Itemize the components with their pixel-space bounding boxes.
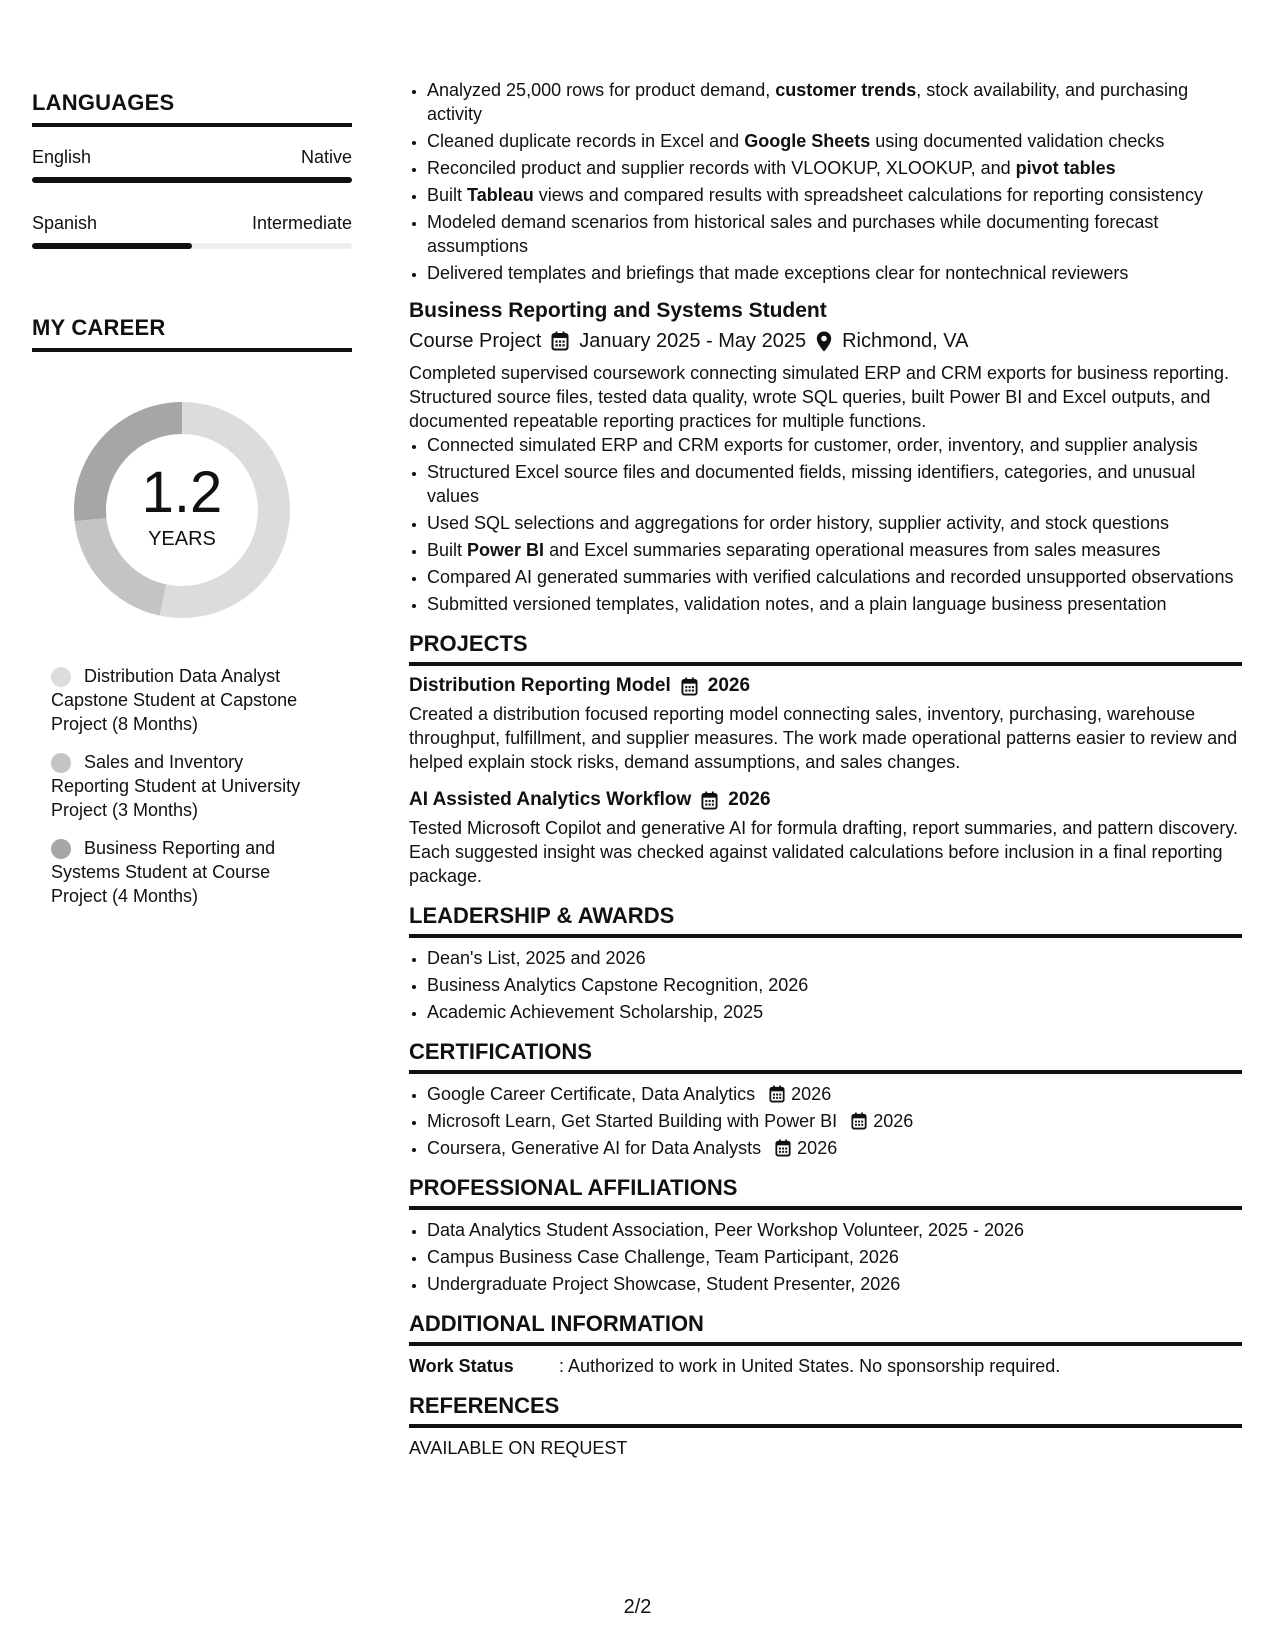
career-total (62, 390, 302, 630)
additional-info-heading: ADDITIONAL INFORMATION (409, 1312, 1242, 1346)
language-name: Spanish (32, 213, 98, 233)
language-item (32, 147, 352, 183)
bullet-text: Reconciled product and supplier records with VLOOKUP, XLOOKUP, and (427, 158, 1016, 178)
bullet-text: Used SQL selections and aggregations for order history, supplier activity, and stock questions (427, 513, 1170, 533)
certifications-heading: CERTIFICATIONS (409, 1040, 1242, 1074)
bullet-text: views and compared results with spreadsheet calculations for reporting consistency (533, 185, 1204, 205)
career-donut-chart (62, 390, 302, 630)
project-name: Distribution Reporting Model (409, 675, 671, 696)
certification-year: 2026 (791, 1084, 832, 1104)
job-title: Business Reporting and Systems Student (409, 299, 827, 322)
career-role-label: Business Reporting and Systems Student at Course Project (4 Months) (51, 838, 276, 906)
awards-list (409, 946, 1242, 1024)
bullet-bold-text: Google Sheets (744, 131, 871, 151)
certification-name: • Coursera, Generative AI for Data Analysts (427, 1138, 762, 1158)
job-dates: January 2025 - May 2025 (579, 330, 807, 352)
bullet-item (427, 156, 1242, 180)
bullet-item (427, 210, 1242, 258)
references-text: AVAILABLE ON REQUEST (409, 1438, 628, 1458)
calendar-icon (851, 1112, 867, 1130)
career-total-unit: YEARS (148, 527, 216, 550)
career-legend-item (51, 664, 321, 736)
calendar-icon (681, 677, 698, 696)
career-role-label: Sales and Inventory Reporting Student at University Project (3 Months) (51, 752, 301, 820)
affiliation-item: • Campus Business Case Challenge, Team Participant, 2026 (427, 1245, 1242, 1269)
project-name: AI Assisted Analytics Workflow (409, 789, 692, 810)
certification-item (427, 1082, 1242, 1106)
job-bullets (409, 433, 1242, 616)
bullet-text: Built (427, 185, 468, 205)
work-status-value: : Authorized to work in United States. No sponsorship required. (559, 1356, 1061, 1376)
project-item (409, 788, 1242, 888)
bullet-text: , stock availability, and purchasing activity (427, 80, 1189, 124)
career-heading: MY CAREER (32, 315, 352, 352)
bullet-bold-text: pivot tables (1015, 158, 1116, 178)
bullet-bold-text: Power BI (467, 540, 545, 560)
previous-job-bullets (409, 78, 1242, 285)
language-proficiency-bar (32, 177, 352, 183)
certifications-list (409, 1082, 1242, 1160)
calendar-icon (775, 1139, 791, 1157)
bullet-text: using documented validation checks (870, 131, 1165, 151)
languages-heading: LANGUAGES (32, 90, 352, 127)
legend-dot (51, 753, 71, 773)
map-pin-icon (816, 331, 832, 352)
certification-item (427, 1109, 1242, 1133)
job-meta (409, 329, 1242, 353)
certification-item (427, 1136, 1242, 1160)
affiliation-item: • Undergraduate Project Showcase, Student Presenter, 2026 (427, 1272, 1242, 1296)
job-location: Richmond, VA (842, 330, 969, 352)
awards-heading: LEADERSHIP & AWARDS (409, 904, 1242, 938)
bullet-item (427, 460, 1242, 508)
legend-dot (51, 839, 71, 859)
bullet-item (427, 592, 1242, 616)
right-column (409, 78, 1242, 1460)
award-item: • Dean's List, 2025 and 2026 (427, 946, 1242, 970)
affiliations-list (409, 1218, 1242, 1296)
language-proficiency-fill (32, 177, 352, 183)
bullet-text: Modeled demand scenarios from historical sales and purchases while documenting forecast assumptions (427, 212, 1159, 256)
career-role-label: Distribution Data Analyst Capstone Student at Capstone Project (8 Months) (51, 666, 298, 734)
affiliation-item: • Data Analytics Student Association, Peer Workshop Volunteer, 2025 - 2026 (427, 1218, 1242, 1242)
bullet-text: Delivered templates and briefings that made exceptions clear for nontechnical reviewers (427, 263, 1129, 283)
calendar-icon (769, 1085, 785, 1103)
bullet-text: Built (427, 540, 468, 560)
bullet-text: Cleaned duplicate records in Excel and (427, 131, 745, 151)
bullet-item (427, 433, 1242, 457)
project-description: Tested Microsoft Copilot and generative AI for formula drafting, report summaries, and pattern discovery. Each suggested insight was checked against validated calculations before inclusion in a final reporting package. (409, 818, 1239, 886)
bullet-item (427, 78, 1242, 126)
bullet-text: Submitted versioned templates, validation notes, and a plain language business presentation (427, 594, 1167, 614)
bullet-item (427, 261, 1242, 285)
left-column (32, 90, 352, 922)
job-description: Completed supervised coursework connecting simulated ERP and CRM exports for business reporting. Structured source files, tested data quality, wrote SQL queries, built Power BI and Excel outputs, and documented repeatable reporting practices for multiple functions. (409, 363, 1230, 431)
certification-name: • Microsoft Learn, Get Started Building with Power BI (427, 1111, 838, 1131)
calendar-icon (701, 791, 718, 810)
language-proficiency-fill (32, 243, 192, 249)
calendar-icon (551, 331, 569, 351)
bullet-bold-text: customer trends (775, 80, 917, 100)
award-item: • Academic Achievement Scholarship, 2025 (427, 1000, 1242, 1024)
language-level: Intermediate (251, 213, 352, 233)
bullet-text: Analyzed 25,000 rows for product demand, (427, 80, 776, 100)
career-legend-item (51, 750, 321, 822)
bullet-bold-text: Tableau (467, 185, 534, 205)
project-year: 2026 (707, 675, 751, 696)
bullet-item (427, 511, 1242, 535)
bullet-item (427, 565, 1242, 589)
certification-name: • Google Career Certificate, Data Analytics (427, 1084, 756, 1104)
project-item (409, 674, 1242, 774)
page-number: 2/2 (623, 1596, 652, 1618)
language-proficiency-bar (32, 243, 352, 249)
projects-heading: PROJECTS (409, 632, 1242, 666)
bullet-item (427, 129, 1242, 153)
legend-dot (51, 667, 71, 687)
bullet-text: Structured Excel source files and documented fields, missing identifiers, categories, and unusual values (427, 462, 1196, 506)
work-status-label: Work Status (409, 1356, 514, 1376)
career-legend-item (51, 836, 321, 908)
language-level: Native (300, 147, 352, 167)
language-item (32, 213, 352, 249)
job-organization: Course Project (409, 330, 542, 352)
certification-year: 2026 (873, 1111, 914, 1131)
references-heading: REFERENCES (409, 1394, 1242, 1428)
work-status-row (409, 1354, 1242, 1378)
affiliations-heading: PROFESSIONAL AFFILIATIONS (409, 1176, 1242, 1210)
bullet-item (427, 183, 1242, 207)
award-item: • Business Analytics Capstone Recognition, 2026 (427, 973, 1242, 997)
project-description: Created a distribution focused reporting model connecting sales, inventory, purchasing, warehouse throughput, fulfillment, and supplier measures. The work made operational patterns easier to review and helped explain stock risks, demand assumptions, and sales changes. (409, 704, 1238, 772)
project-year: 2026 (728, 789, 771, 810)
career-legend (51, 664, 321, 908)
bullet-item (427, 538, 1242, 562)
bullet-text: Connected simulated ERP and CRM exports for customer, order, inventory, and supplier analysis (427, 435, 1198, 455)
certification-year: 2026 (797, 1138, 838, 1158)
language-name: English (32, 147, 92, 167)
career-total-value: 1.2 (141, 459, 223, 525)
bullet-text: Compared AI generated summaries with verified calculations and recorded unsupported observations (427, 567, 1234, 587)
bullet-text: and Excel summaries separating operational measures from sales measures (544, 540, 1161, 560)
